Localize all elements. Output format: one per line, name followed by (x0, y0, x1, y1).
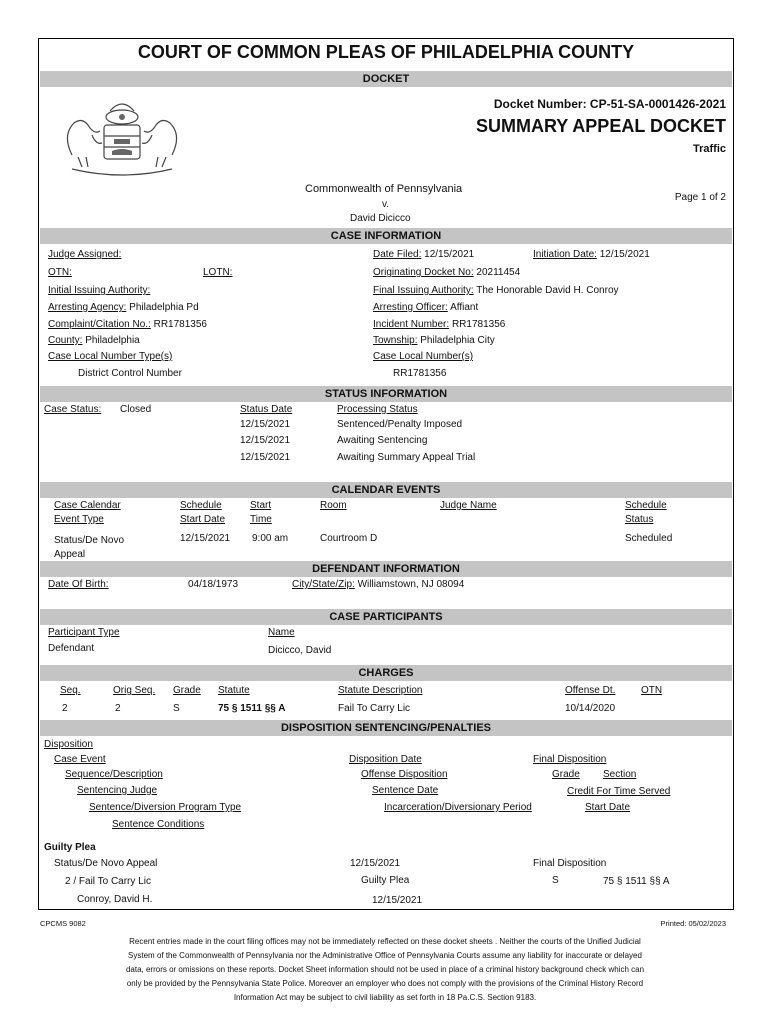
arresting-agency (48, 302, 199, 313)
pennsylvania-coat-of-arms-icon (52, 95, 192, 177)
defendant-information-bar: DEFENDANT INFORMATION (40, 561, 732, 577)
final-issuing (373, 285, 619, 296)
local-number: RR1781356 (393, 368, 447, 379)
disposition-header-offense-disposition: Offense Disposition (361, 769, 448, 780)
disposition-header-start-date: Start Date (585, 802, 631, 813)
originating-docket-value: 20211454 (476, 267, 521, 278)
disposition-event: Status/De Novo Appeal (54, 858, 158, 869)
final-issuing-label: Final Issuing Authority: (373, 285, 474, 296)
complaint-label: Complaint/Citation No.: (48, 319, 151, 330)
status-row-status: Awaiting Sentencing (337, 435, 428, 446)
participant-name: Dicicco, David (268, 645, 332, 656)
complaint-number (48, 319, 207, 330)
judge-assigned-label: Judge Assigned: (48, 249, 122, 260)
calendar-header-event: Case Calendar (54, 500, 121, 511)
county (48, 335, 140, 346)
local-number-type-label: Case Local Number Type(s) (48, 351, 173, 362)
initiation-date-label: Initiation Date: (533, 249, 597, 260)
calendar-event-type: Status/De Novo (54, 535, 125, 546)
date-filed-value: 12/15/2021 (424, 249, 475, 260)
charges-header-grade: Grade (173, 685, 201, 696)
case-information-bar: CASE INFORMATION (40, 228, 732, 244)
local-number-type: District Control Number (78, 368, 182, 379)
final-issuing-value: The Honorable David H. Conroy (476, 285, 619, 296)
docket-type: SUMMARY APPEAL DOCKET (475, 116, 726, 136)
disclaimer-line: only be provided by the Pennsylvania State Police. Moreover an employer who does not comply with the provisions of the Criminal History Record (126, 979, 644, 988)
disposition-judge: Conroy, David H. (77, 894, 153, 905)
arresting-officer (373, 302, 478, 313)
disposition-header-sentencing-judge: Sentencing Judge (77, 785, 158, 796)
county-label: County: (48, 335, 83, 346)
disclaimer-line: System of the Commonwealth of Pennsylvania nor the Administrative Office of Pennsylvania Courts assume any liability for inaccurate or delayed (128, 951, 642, 960)
charges-header-statute: Statute (218, 685, 250, 696)
disposition-header-sentence-date: Sentence Date (372, 785, 439, 796)
calendar-header-schedule-status: Schedule (625, 500, 667, 511)
charges-header-orig-seq: Orig Seq. (113, 685, 156, 696)
participant-type-header: Participant Type (48, 627, 120, 638)
charges-header-description: Statute Description (338, 685, 423, 696)
disposition-section: 75 § 1511 §§ A (603, 876, 670, 887)
complaint-value: RR1781356 (153, 319, 207, 330)
status-date-header: Status Date (240, 404, 293, 415)
disposition-header-seq-desc: Sequence/Description (65, 769, 163, 780)
arresting-officer-value: Affiant (450, 302, 479, 313)
disposition-header-program-type: Sentence/Diversion Program Type (89, 802, 242, 813)
disclaimer-line: Recent entries made in the court filing offices may not be immediately reflected on these docket sheets . Neither the courts of the Unified Judicial (129, 937, 641, 946)
disposition-header-incarceration: Incarceration/Diversionary Period (384, 802, 532, 813)
calendar-header-start-date: Start Date (180, 514, 226, 525)
case-category: Traffic (692, 143, 726, 155)
page-info: Page 1 of 2 (674, 192, 726, 203)
disposition-header-grade: Grade (552, 769, 580, 780)
calendar-event-type-cont: Appeal (54, 549, 86, 560)
calendar-header-schedule: Schedule (180, 500, 222, 511)
charge-seq: 2 (62, 703, 68, 714)
case-participants-bar: CASE PARTICIPANTS (40, 609, 732, 625)
calendar-header-event-type: Event Type (54, 514, 104, 525)
disposition-header-credit: Credit For Time Served (567, 786, 671, 797)
participant-name-header: Name (268, 627, 295, 638)
case-status-label: Case Status: (44, 404, 102, 415)
disclaimer-line: data, errors or omissions on these reports. Docket Sheet information should not be used in place of a criminal history background check which can (125, 965, 645, 974)
arresting-officer-label: Arresting Officer: (373, 302, 448, 313)
status-row-status: Awaiting Summary Appeal Trial (337, 452, 476, 463)
disposition-grade: S (552, 875, 559, 886)
disposition-offense-disposition: Guilty Plea (361, 875, 410, 886)
dob-value: 04/18/1973 (188, 579, 239, 590)
caption-versus: v. (382, 199, 390, 210)
status-row-date: 12/15/2021 (240, 419, 291, 430)
calendar-header-time: Time (250, 514, 272, 525)
caption-commonwealth: Commonwealth of Pennsylvania (305, 183, 463, 195)
charges-header-offense-date: Offense Dt. (565, 685, 616, 696)
calendar-events-bar: CALENDAR EVENTS (40, 482, 732, 498)
incident-number (373, 319, 505, 330)
disposition-header: Disposition (44, 739, 93, 750)
charges-bar: CHARGES (40, 665, 732, 681)
charges-header-otn: OTN (641, 685, 663, 696)
township (373, 335, 495, 346)
charge-orig-seq: 2 (115, 703, 121, 714)
date-filed-label: Date Filed: (373, 249, 422, 260)
disposition-header-date: Disposition Date (349, 754, 422, 765)
disposition-sentence-date: 12/15/2021 (372, 895, 423, 906)
calendar-start-time: 9:00 am (252, 533, 289, 544)
form-id: CPCMS 9082 (40, 919, 86, 928)
initiation-date-value: 12/15/2021 (599, 249, 650, 260)
calendar-header-status: Status (625, 514, 654, 525)
status-information-bar: STATUS INFORMATION (40, 386, 732, 402)
participant-type: Defendant (48, 643, 95, 654)
county-value: Philadelphia (85, 335, 140, 346)
disposition-header-section: Section (603, 769, 637, 780)
printed-date: Printed: 05/02/2023 (660, 919, 726, 928)
calendar-header-room: Room (320, 500, 347, 511)
lotn-label: LOTN: (203, 267, 233, 278)
court-title: COURT OF COMMON PLEAS OF PHILADELPHIA COUNTY (137, 42, 635, 62)
disposition-group: Guilty Plea (44, 842, 96, 853)
initiation-date (533, 249, 650, 260)
disposition-seq-desc: 2 / Fail To Carry Lic (65, 876, 151, 887)
initial-issuing-label: Initial Issuing Authority: (48, 285, 151, 296)
originating-docket-label: Originating Docket No: (373, 267, 474, 278)
processing-status-header: Processing Status (337, 404, 418, 415)
charge-offense-date: 10/14/2020 (565, 703, 616, 714)
disclaimer-line: Information Act may be subject to civil liability as set forth in 18 Pa.C.S. Section 9183. (233, 993, 537, 1002)
incident-value: RR1781356 (451, 319, 506, 330)
arresting-agency-label: Arresting Agency: (48, 302, 127, 313)
status-row-date: 12/15/2021 (240, 452, 291, 463)
disposition-bar: DISPOSITION SENTENCING/PENALTIES (40, 720, 732, 736)
calendar-header-judge: Judge Name (440, 500, 497, 511)
disposition-header-final: Final Disposition (533, 754, 607, 765)
calendar-header-start: Start (250, 500, 272, 511)
disposition-header-conditions: Sentence Conditions (112, 819, 205, 830)
disposition-event-date: 12/15/2021 (350, 858, 401, 869)
calendar-room: Courtroom D (320, 533, 378, 544)
dob-label: Date Of Birth: (48, 579, 109, 590)
disposition-header-case-event: Case Event (54, 754, 106, 765)
calendar-start-date: 12/15/2021 (180, 533, 231, 544)
calendar-status: Scheduled (625, 533, 673, 544)
township-value: Philadelphia City (420, 335, 495, 346)
status-row-date: 12/15/2021 (240, 435, 291, 446)
originating-docket (373, 267, 520, 278)
docket-bar: DOCKET (40, 71, 732, 87)
incident-label: Incident Number: (373, 319, 450, 330)
city-state-zip (292, 579, 464, 590)
caption-defendant: David Dicicco (350, 213, 411, 224)
charge-description: Fail To Carry Lic (338, 703, 411, 714)
csz-value: Williamstown, NJ 08094 (357, 579, 465, 590)
township-label: Township: (373, 335, 418, 346)
docket-number: Docket Number: CP-51-SA-0001426-2021 (493, 97, 726, 111)
charge-grade: S (173, 703, 180, 714)
arresting-agency-value: Philadelphia Pd (129, 302, 199, 313)
otn-label: OTN: (48, 267, 72, 278)
local-number-label: Case Local Number(s) (373, 351, 474, 362)
case-status-value: Closed (120, 404, 152, 415)
date-filed (373, 249, 474, 260)
charge-statute: 75 § 1511 §§ A (218, 703, 286, 714)
csz-label: City/State/Zip: (292, 579, 355, 590)
disposition-event-final: Final Disposition (533, 858, 607, 869)
status-row-status: Sentenced/Penalty Imposed (337, 419, 463, 430)
charges-header-seq: Seq. (60, 685, 81, 696)
